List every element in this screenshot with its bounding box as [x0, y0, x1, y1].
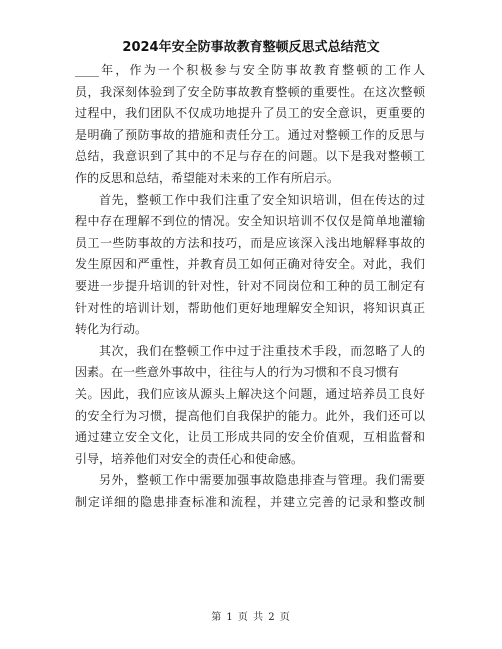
paragraph-line: 引导，培养他们对安全的责任心和使命感。	[75, 451, 304, 466]
paragraph-line: 制定详细的隐患排查标准和流程，并建立完善的记录和整改制	[75, 494, 425, 509]
paragraph-line: 转化为行动。	[75, 322, 148, 337]
paragraph-line: 员工一些防事故的方法和技巧，而是应该深入浅出地解释事故的	[75, 235, 425, 250]
page-number-footer: 第 1 页 共 2 页	[211, 612, 291, 623]
paragraph-line: 发生原因和严重性，并教育员工如何正确对待安全。对此，我们	[75, 257, 425, 272]
document-title: 2024年安全防事故教育整顿反思式总结范文	[122, 40, 380, 55]
paragraph-line: 关。因此，我们应该从源头上解决这个问题，通过培养员工良好	[75, 386, 425, 401]
paragraph-line: 针对性的培训计划，帮助他们更好地理解安全知识，将知识真正	[75, 300, 425, 315]
paragraph-line: 是明确了预防事故的措施和责任分工。通过对整顿工作的反思与	[75, 127, 425, 142]
paragraph-line: 通过建立安全文化，让员工形成共同的安全价值观，互相监督和	[75, 430, 425, 445]
paragraph-line: 程中存在理解不到位的情况。安全知识培训不仅仅是简单地灌输	[75, 214, 425, 229]
paragraph-line: 过程中，我们团队不仅成功地提升了员工的安全意识，更重要的	[75, 106, 425, 121]
paragraph-line: 作的反思和总结，希望能对未来的工作有所启示。	[75, 170, 340, 185]
paragraph-line: 因素。在一些意外事故中，往往与人的行为习惯和不良习惯有	[75, 365, 400, 380]
paragraph-line: 另外，整顿工作中需要加强事故隐患排查与管理。我们需要	[99, 473, 425, 488]
document-body	[75, 60, 425, 513]
paragraph-line: 要进一步提升培训的针对性，针对不同岗位和工种的员工制定有	[75, 278, 425, 293]
paragraph-line: 其次，我们在整顿工作中过于注重技术手段，而忽略了人的	[99, 343, 425, 358]
paragraph-line: ____年，作为一个积极参与安全防事故教育整顿的工作人	[75, 63, 425, 77]
paragraph-line: 的安全行为习惯，提高他们自我保护的能力。此外，我们还可以	[75, 408, 425, 423]
paragraph-line: 首先，整顿工作中我们注重了安全知识培训，但在传达的过	[99, 192, 425, 207]
paragraph-line: 员，我深刻体验到了安全防事故教育整顿的重要性。在这次整顿	[75, 84, 425, 99]
paragraph-line: 总结，我意识到了其中的不足与存在的问题。以下是我对整顿工	[75, 149, 425, 164]
